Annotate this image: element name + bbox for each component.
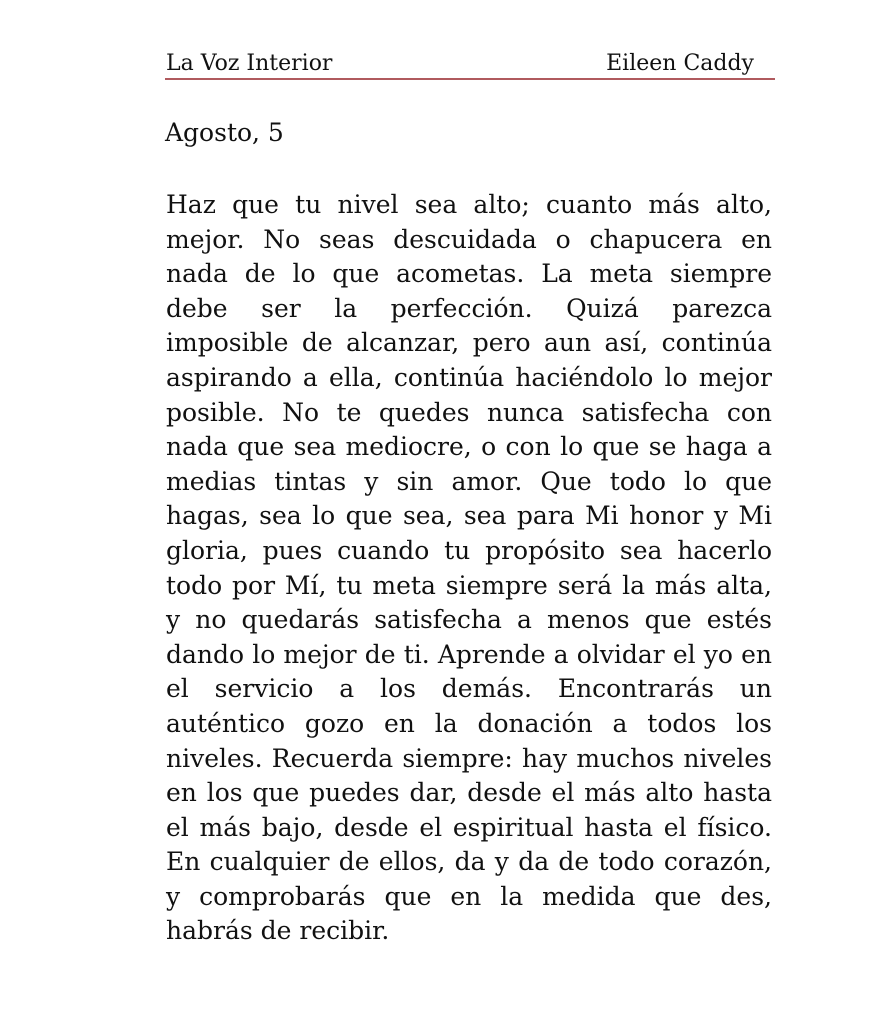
entry-date: Agosto, 5 (165, 118, 284, 147)
meditation-text: Haz que tu nivel sea alto; cuanto más alto, mejor. No seas descuidada o chapucera en nada de lo que acometas. La meta siempre debe ser la perfección. Quizá parezca imposible de alcanzar, pero aun así, continúa aspirando a ella, continúa haciéndolo lo mejor posible. No te quedes nunca satisfecha con nada que sea mediocre, o con lo que se haga a medias tintas y sin amor. Que todo lo que hagas, sea lo que sea, sea para Mi honor y Mi gloria, pues cuando tu propósito sea hacerlo todo por Mí, tu meta siempre será la más alta, y no quedarás satisfecha a menos que estés dando lo mejor de ti. Aprende a olvidar el yo en el servicio a los demás. Encontrarás un auténtico gozo en la donación a todos los niveles. Recuerda siempre: hay muchos niveles en los que puedes dar, desde el más alto hasta el más bajo, desde el espiritual hasta el físico. En cualquier de ellos, da y da de todo corazón, y comprobarás que en la medida que des, habrás de recibir. (166, 190, 772, 946)
book-title: La Voz Interior (166, 51, 333, 76)
running-header (165, 50, 775, 80)
author-name: Eileen Caddy (606, 51, 754, 76)
